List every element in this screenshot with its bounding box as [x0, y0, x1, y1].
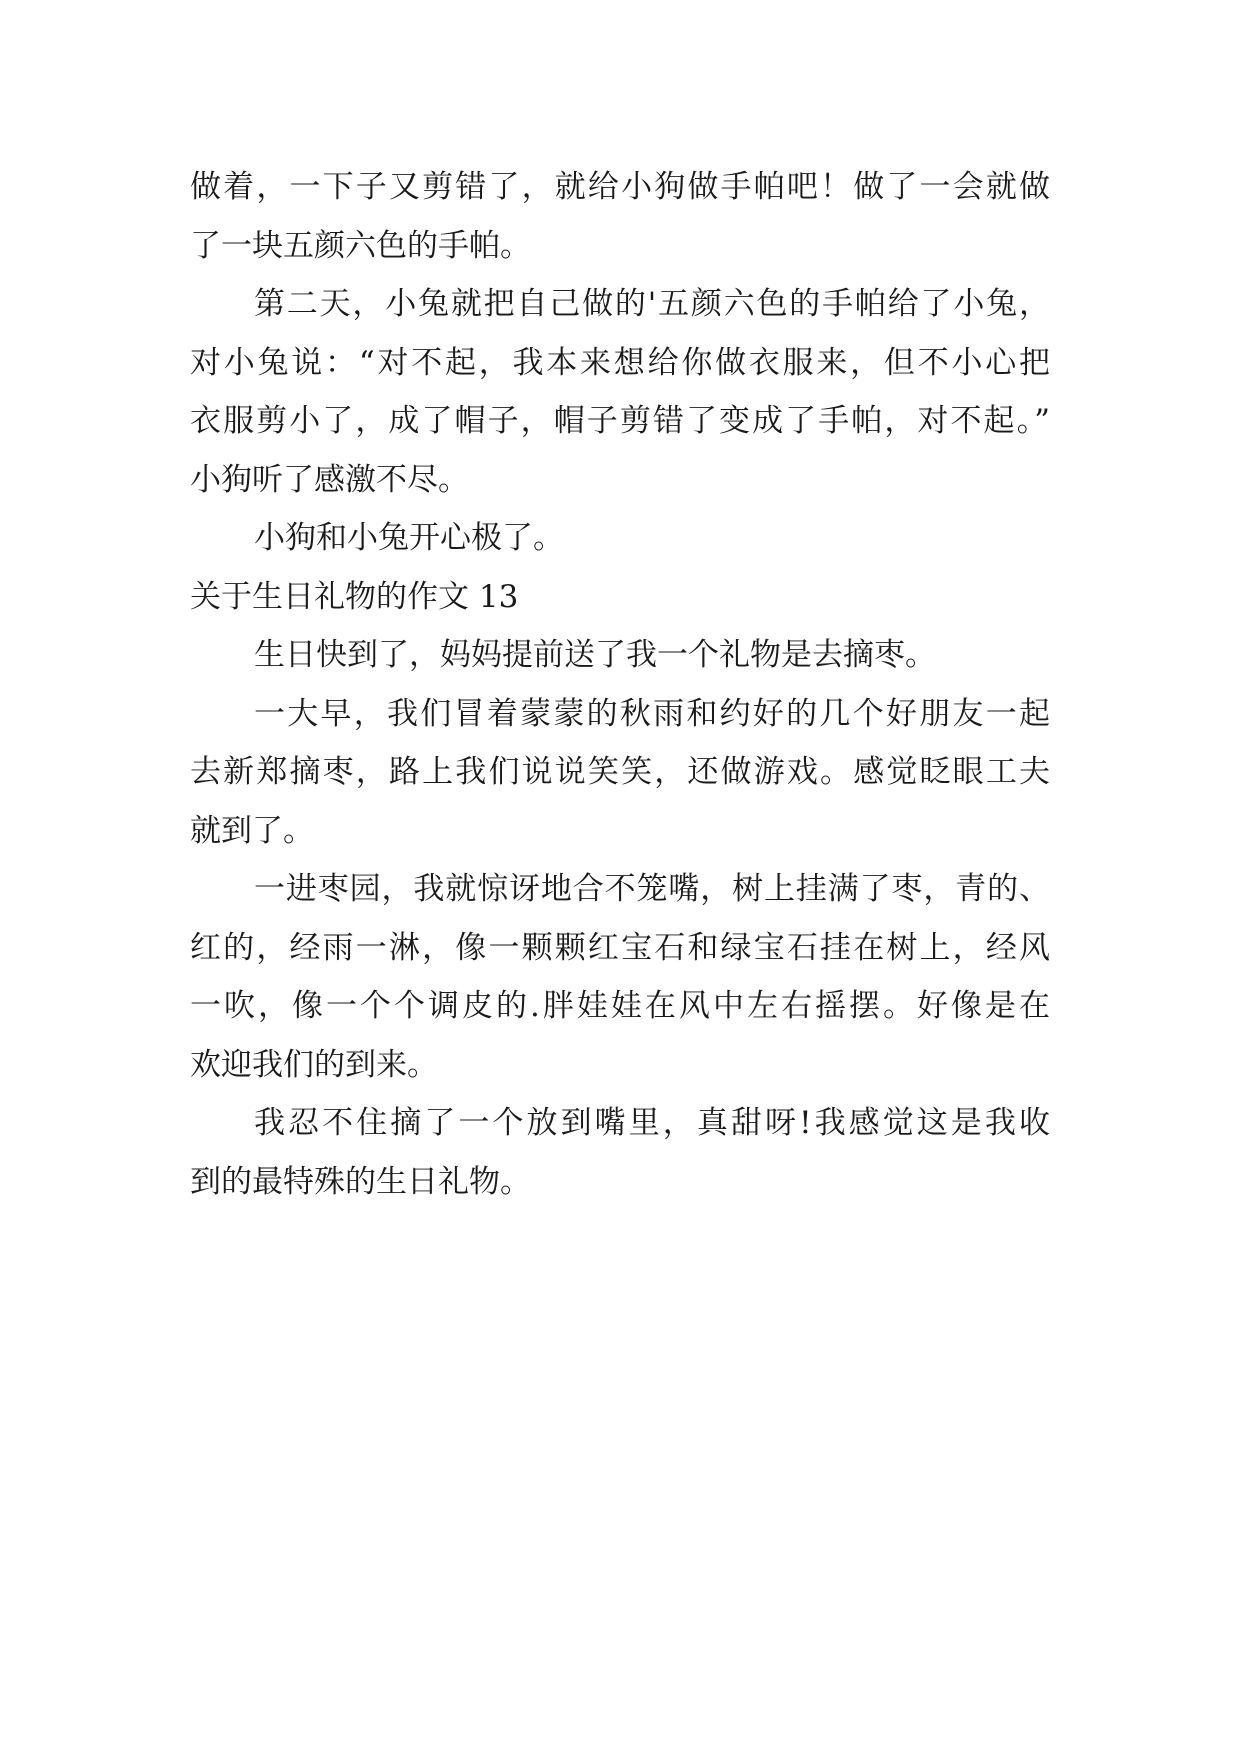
- paragraph-line: 一进枣园，我就惊讶地合不笼嘴，树上挂满了枣，青的、: [254, 871, 1050, 907]
- paragraph-line: 小狗和小兔开心极了。: [254, 520, 564, 556]
- paragraph-line: 红的，经雨一淋，像一颗颗红宝石和绿宝石挂在树上，经风: [190, 929, 1050, 966]
- paragraph-line: 做着，一下子又剪错了，就给小狗做手帕吧！做了一会就做: [190, 169, 1050, 205]
- paragraph-line: 生日快到了，妈妈提前送了我一个礼物是去摘枣。: [254, 637, 936, 673]
- document-body: [190, 158, 1050, 1211]
- paragraph-line: 去新郑摘枣，路上我们说说笑笑，还做游戏。感觉眨眼工夫: [190, 754, 1050, 790]
- paragraph-line: 对小兔说：“对不起，我本来想给你做衣服来，但不小心把: [190, 344, 1050, 381]
- paragraph-line: 到的最特殊的生日礼物。: [190, 1163, 531, 1200]
- paragraph-line: 一吹，像一个个调皮的.胖娃娃在风中左右摇摆。好像是在: [190, 988, 1050, 1024]
- paragraph-line: 欢迎我们的到来。: [190, 1046, 438, 1083]
- paragraph-line: 衣服剪小了，成了帽子，帽子剪错了变成了手帕，对不起。”: [190, 403, 1050, 439]
- paragraph-line: 第二天，小兔就把自己做的'五颜六色的手帕给了小兔，: [254, 286, 1050, 322]
- section-heading: 关于生日礼物的作文 13: [190, 578, 519, 615]
- paragraph-line: 小狗听了感激不尽。: [190, 461, 469, 498]
- paragraph-line: 就到了。: [190, 812, 314, 849]
- paragraph-line: 了一块五颜六色的手帕。: [190, 227, 531, 264]
- paragraph-line: 我忍不住摘了一个放到嘴里，真甜呀!我感觉这是我收: [254, 1105, 1050, 1141]
- paragraph-line: 一大早，我们冒着蒙蒙的秋雨和约好的几个好朋友一起: [254, 695, 1050, 732]
